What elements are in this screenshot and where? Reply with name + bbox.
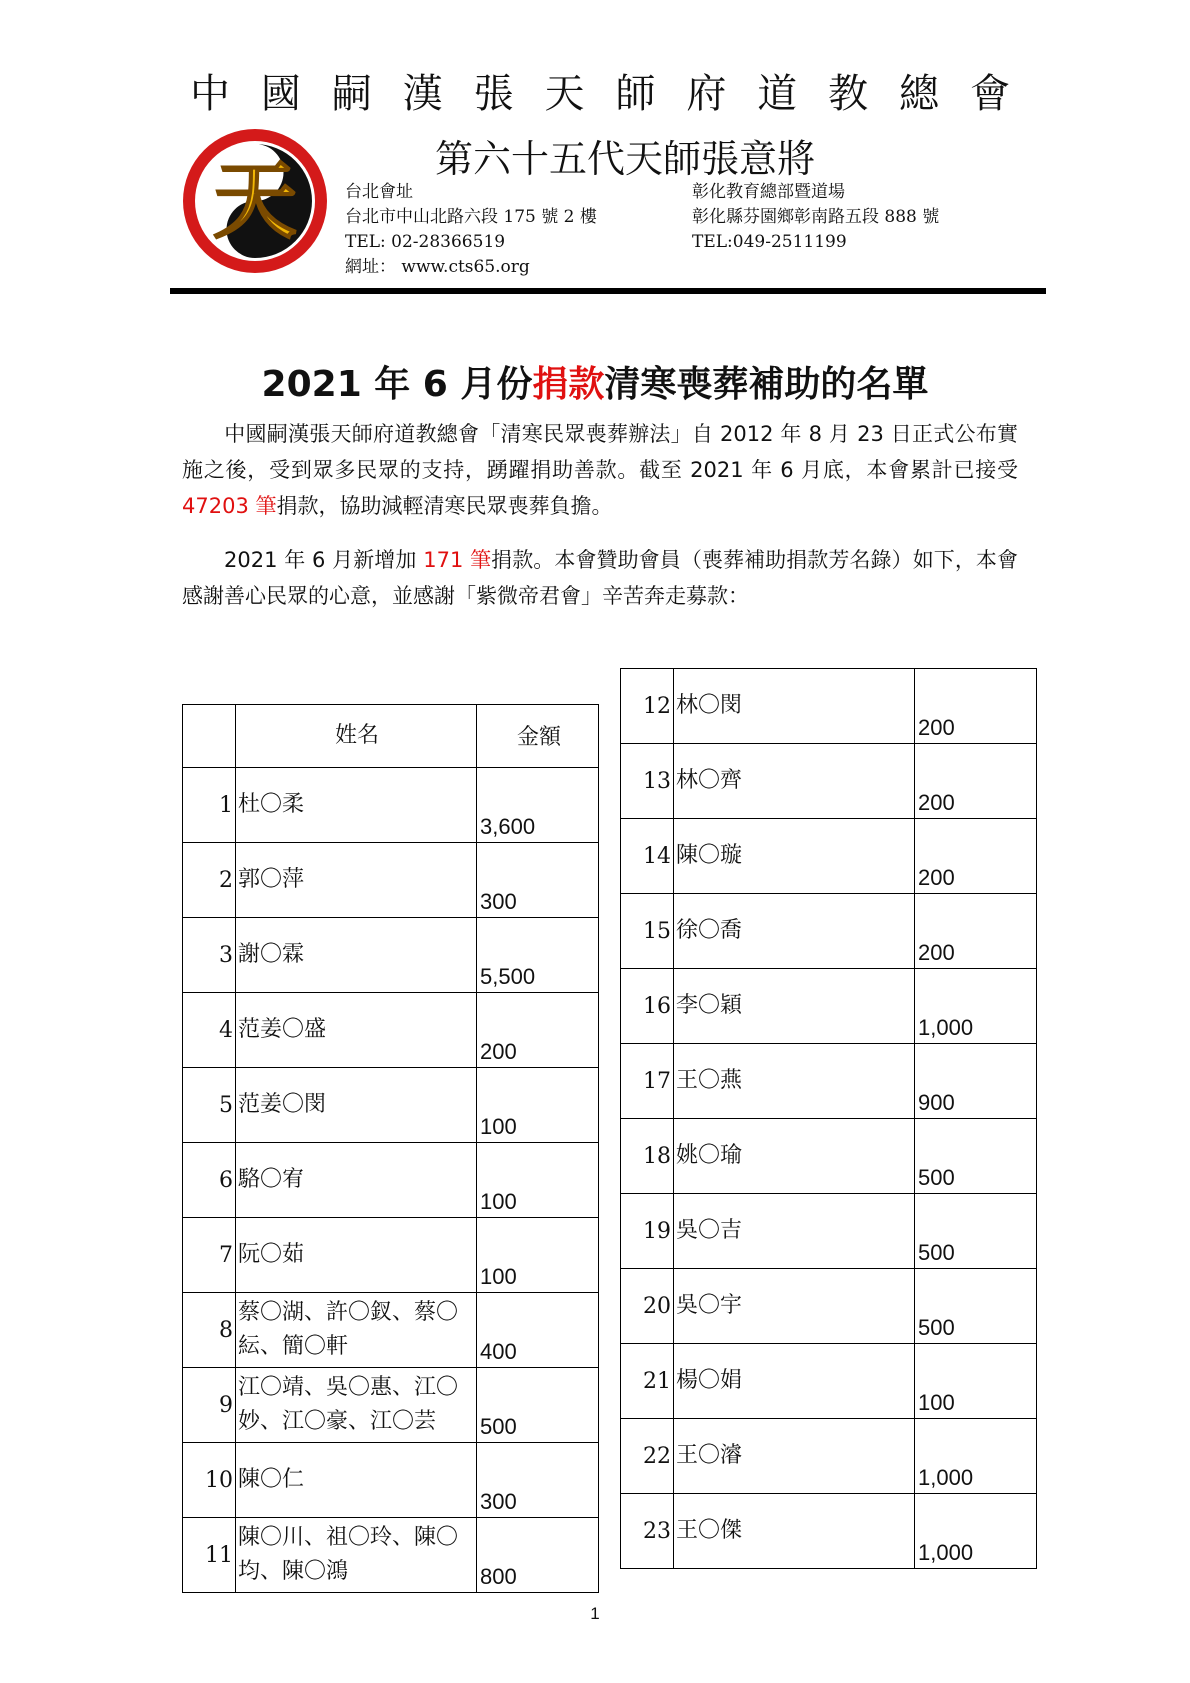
org-name-char: 嗣 — [331, 71, 372, 117]
row-number: 13 — [621, 744, 674, 819]
table-row — [183, 1218, 599, 1293]
donation-amount: 5,500 — [477, 918, 599, 993]
changhua-address: 彰化縣芬園鄉彰南路五段 888 號 — [692, 207, 940, 227]
donation-amount: 100 — [477, 1068, 599, 1143]
taipei-tel: TEL: 02-28366519 — [345, 232, 506, 252]
donation-amount: 200 — [915, 744, 1037, 819]
donor-name: 阮〇茹 — [236, 1218, 477, 1293]
donor-name: 王〇濬 — [674, 1419, 915, 1494]
donor-table-left — [182, 704, 599, 1593]
donor-name: 吳〇吉 — [674, 1194, 915, 1269]
changhua-label: 彰化教育總部暨道場 — [692, 182, 845, 202]
title-highlight: 捐款 — [532, 364, 605, 405]
row-number: 8 — [183, 1293, 236, 1368]
org-name-char: 師 — [615, 71, 656, 117]
name-header: 姓名 — [236, 705, 477, 768]
donor-name: 王〇傑 — [674, 1494, 915, 1569]
row-number: 20 — [621, 1269, 674, 1344]
org-name-char: 會 — [969, 71, 1010, 117]
donor-name: 姚〇瑜 — [674, 1119, 915, 1194]
donor-name: 陳〇璇 — [674, 819, 915, 894]
donor-name: 江〇靖、吳〇惠、江〇妙、江〇豪、江〇芸 — [236, 1368, 477, 1443]
header-divider — [170, 288, 1046, 294]
donor-name: 杜〇柔 — [236, 768, 477, 843]
row-number: 15 — [621, 894, 674, 969]
changhua-tel: TEL:049-2511199 — [692, 232, 847, 252]
donor-table-right — [620, 668, 1037, 1569]
donation-amount: 200 — [915, 894, 1037, 969]
org-name-char: 漢 — [402, 71, 443, 117]
donor-name: 陳〇川、祖〇玲、陳〇均、陳〇鴻 — [236, 1518, 477, 1593]
donor-name: 范姜〇盛 — [236, 993, 477, 1068]
row-number: 9 — [183, 1368, 236, 1443]
table-row — [621, 744, 1037, 819]
table-row — [621, 1494, 1037, 1569]
table-row — [621, 1419, 1037, 1494]
monthly-paragraph: 2021 年 6 月新增加 171 筆捐款。本會贊助會員（喪葬補助捐款芳名錄）如下，本會感謝善心民眾的心意，並感謝「紫微帝君會」辛苦奔走募款： — [182, 548, 1019, 608]
table-row — [183, 843, 599, 918]
org-name-char: 張 — [473, 71, 514, 117]
donation-amount: 200 — [915, 819, 1037, 894]
table-row — [183, 768, 599, 843]
donor-name: 徐〇喬 — [674, 894, 915, 969]
row-number: 3 — [183, 918, 236, 993]
donor-name: 駱〇宥 — [236, 1143, 477, 1218]
donation-amount: 500 — [915, 1194, 1037, 1269]
donation-amount: 800 — [477, 1518, 599, 1593]
celestial-master-title: 第六十五代天師張意將 — [435, 137, 816, 181]
table-row — [621, 819, 1037, 894]
table-row — [183, 1368, 599, 1443]
table-row — [183, 1443, 599, 1518]
donation-amount: 3,600 — [477, 768, 599, 843]
org-name-char: 總 — [899, 71, 940, 117]
donation-amount: 1,000 — [915, 969, 1037, 1044]
org-name-char: 中 — [190, 71, 230, 117]
donation-amount: 1,000 — [915, 1494, 1037, 1569]
intro-paragraph: 中國嗣漢張天師府道教總會「清寒民眾喪葬辦法」自 2012 年 8 月 23 日正式公布實施之後，受到眾多民眾的支持，踴躍捐助善款。截至 2021 年 6 月底，本會累計已接受 47203 筆捐款，協助減輕清寒民眾喪葬負擔。 — [182, 422, 1019, 518]
index-header — [183, 705, 236, 768]
row-number: 14 — [621, 819, 674, 894]
organization-name — [190, 62, 1010, 122]
donation-amount: 100 — [915, 1344, 1037, 1419]
page-number: 1 — [590, 1604, 600, 1623]
donation-amount: 200 — [477, 993, 599, 1068]
table-row — [621, 1044, 1037, 1119]
title-rest: 清寒喪葬補助的名單 — [604, 364, 929, 405]
donor-name: 陳〇仁 — [236, 1443, 477, 1518]
amount-header: 金額 — [477, 705, 599, 768]
table-row — [621, 894, 1037, 969]
org-name-char: 道 — [757, 71, 798, 117]
row-number: 12 — [621, 669, 674, 744]
org-name-char: 天 — [544, 71, 585, 117]
row-number: 10 — [183, 1443, 236, 1518]
donation-amount: 200 — [915, 669, 1037, 744]
table-row — [183, 1518, 599, 1593]
donor-name: 林〇閔 — [674, 669, 915, 744]
org-name-char: 教 — [828, 71, 869, 117]
donation-amount: 300 — [477, 843, 599, 918]
website: 網址： www.cts65.org — [345, 257, 530, 277]
org-name-char: 國 — [260, 71, 301, 117]
row-number: 17 — [621, 1044, 674, 1119]
table-row — [621, 1344, 1037, 1419]
table-row — [621, 1119, 1037, 1194]
donor-name: 范姜〇閔 — [236, 1068, 477, 1143]
row-number: 6 — [183, 1143, 236, 1218]
table-row — [183, 1068, 599, 1143]
donation-amount: 1,000 — [915, 1419, 1037, 1494]
table-row — [183, 1143, 599, 1218]
logo-glyph: 天 — [212, 151, 298, 250]
donor-name: 郭〇萍 — [236, 843, 477, 918]
donation-amount: 900 — [915, 1044, 1037, 1119]
donation-amount: 400 — [477, 1293, 599, 1368]
table-row — [183, 993, 599, 1068]
row-number: 1 — [183, 768, 236, 843]
table-header-row — [183, 705, 599, 768]
row-number: 16 — [621, 969, 674, 1044]
row-number: 4 — [183, 993, 236, 1068]
monthly-donation-count: 171 — [416, 548, 471, 572]
org-name-char: 府 — [686, 71, 727, 117]
taipei-address: 台北市中山北路六段 175 號 2 樓 — [345, 207, 597, 227]
taoist-association-logo — [180, 126, 330, 276]
donation-amount: 100 — [477, 1143, 599, 1218]
title-date: 2021 年 6 月份 — [261, 364, 533, 405]
table-row — [621, 1194, 1037, 1269]
donation-amount: 500 — [915, 1269, 1037, 1344]
table-row — [621, 669, 1037, 744]
row-number: 18 — [621, 1119, 674, 1194]
donation-amount: 500 — [915, 1119, 1037, 1194]
table-row — [621, 969, 1037, 1044]
row-number: 2 — [183, 843, 236, 918]
row-number: 21 — [621, 1344, 674, 1419]
row-number: 7 — [183, 1218, 236, 1293]
donor-name: 楊〇娟 — [674, 1344, 915, 1419]
table-row — [183, 918, 599, 993]
document-title — [0, 356, 1190, 407]
table-row — [183, 1293, 599, 1368]
row-number: 23 — [621, 1494, 674, 1569]
donation-amount: 100 — [477, 1218, 599, 1293]
donor-name: 蔡〇湖、許〇釵、蔡〇紜、簡〇軒 — [236, 1293, 477, 1368]
changhua-address-block — [692, 180, 939, 255]
taipei-label: 台北會址 — [345, 182, 413, 202]
donor-name: 謝〇霖 — [236, 918, 477, 993]
donor-name: 吳〇宇 — [674, 1269, 915, 1344]
taipei-address-block — [345, 180, 597, 280]
donation-amount: 300 — [477, 1443, 599, 1518]
donor-name: 王〇燕 — [674, 1044, 915, 1119]
donation-amount: 500 — [477, 1368, 599, 1443]
donor-name: 李〇穎 — [674, 969, 915, 1044]
row-number: 5 — [183, 1068, 236, 1143]
donor-name: 林〇齊 — [674, 744, 915, 819]
row-number: 11 — [183, 1518, 236, 1593]
total-donation-count: 47203 — [182, 494, 256, 518]
row-number: 22 — [621, 1419, 674, 1494]
table-row — [621, 1269, 1037, 1344]
row-number: 19 — [621, 1194, 674, 1269]
